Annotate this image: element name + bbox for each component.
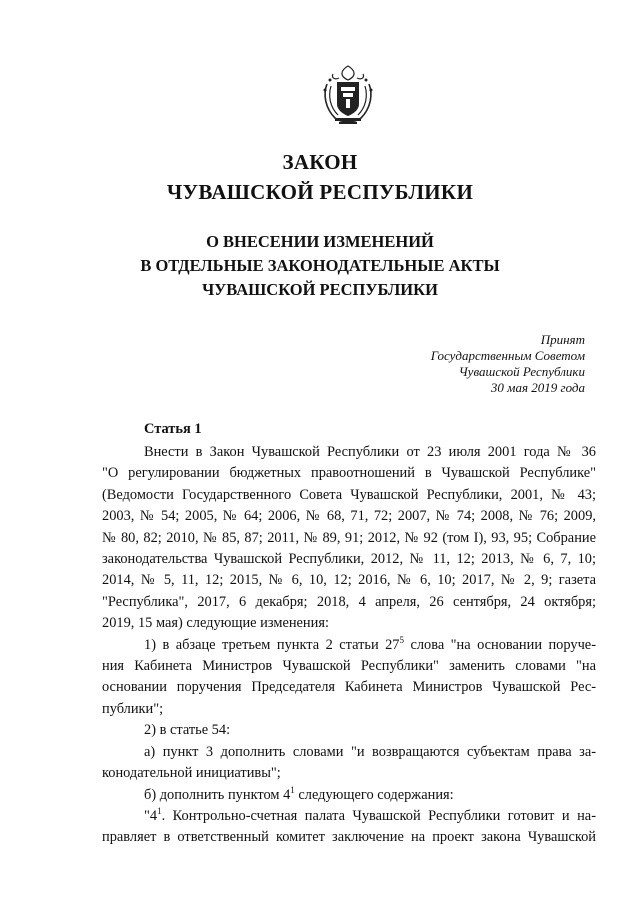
paragraph-line: "Республика", 2017, 6 декабря; 2018, 4 апреля, 26 сентября, 24 октября;	[102, 593, 596, 610]
quote-line: правляет в ответственный комитет заключение на проект закона Чувашской	[102, 829, 596, 846]
item-1-line: ния Кабинета Министров Чувашской Республики" заменить словами "на	[102, 658, 596, 675]
adoption-line2: Государственным Советом	[430, 348, 585, 363]
item-1-text: 1) в абзаце третьем пункта 2 статьи 27	[144, 636, 400, 653]
quote-text: "4	[144, 807, 158, 824]
superscript: 1	[157, 805, 162, 816]
paragraph-line: "О регулировании бюджетных правоотношений в Чувашской Республике"	[102, 465, 596, 482]
paragraph-line: Внести в Закон Чувашской Республики от 23 июля 2001 года № 36	[144, 444, 596, 460]
adoption-line1: Принят	[540, 332, 585, 347]
paragraph-line: (Ведомости Государственного Совета Чувашской Республики, 2001, № 43;	[102, 486, 596, 503]
item-1-line: публики";	[102, 700, 164, 717]
superscript: 5	[399, 634, 404, 645]
item-2a-line: конодательной инициативы";	[102, 765, 281, 782]
law-title-line2: ЧУВАШСКОЙ РЕСПУБЛИКИ	[166, 180, 474, 204]
item-1-line: основании поручения Председателя Кабинета Министров Чувашской Рес-	[102, 679, 596, 696]
paragraph-line: законодательства Чувашской Республики, 2012, № 11, 12; 2013, № 6, 7, 10;	[102, 551, 596, 568]
item-2b-line	[102, 785, 596, 806]
superscript: 1	[290, 784, 295, 795]
paragraph-line: 2014, № 5, 11, 12; 2015, № 6, 10, 12; 2016, № 6, 10; 2017, № 2, 9; газета	[102, 572, 596, 589]
item-2-line: 2) в статье 54:	[144, 722, 231, 739]
paragraph-line: 2019, 15 мая) следующие изменения:	[102, 615, 329, 632]
paragraph-line: 2003, № 54; 2005, № 64; 2006, № 68, 71, 72; 2007, № 74; 2008, № 76; 2009,	[102, 508, 596, 525]
item-2a-line: а) пункт 3 дополнить словами "и возвращаются субъектам права за-	[144, 743, 596, 760]
article-heading: Статья 1	[144, 421, 202, 437]
item-2b-text: б) дополнить пунктом 4	[144, 786, 291, 803]
adoption-date: 30 мая 2019 года	[490, 380, 585, 395]
law-subject	[0, 230, 640, 302]
item-2b-text-cont: следующего содержания:	[294, 786, 454, 803]
adoption-line3: Чувашской Республики	[458, 364, 585, 379]
quote-line	[102, 806, 596, 827]
coat-of-arms-emblem	[313, 60, 383, 130]
adoption-note	[400, 332, 585, 396]
law-subject-line1: О ВНЕСЕНИИ ИЗМЕНЕНИЙ	[206, 232, 434, 251]
paragraph-line: № 80, 82; 2010, № 85, 87; 2011, № 89, 91; 2012, № 92 (том I), 93, 95; Собрание	[102, 529, 596, 546]
law-title-line1: ЗАКОН	[282, 150, 358, 174]
law-title	[0, 147, 640, 207]
item-1-text-cont: слова "на основании поруче-	[404, 636, 596, 653]
law-subject-line3: ЧУВАШСКОЙ РЕСПУБЛИКИ	[202, 280, 438, 299]
item-1-line	[102, 635, 596, 656]
law-subject-line2: В ОТДЕЛЬНЫЕ ЗАКОНОДАТЕЛЬНЫЕ АКТЫ	[140, 256, 500, 275]
quote-text-cont: . Контрольно-счетная палата Чувашской Республики готовит и на-	[161, 807, 596, 824]
article-body	[102, 419, 596, 849]
